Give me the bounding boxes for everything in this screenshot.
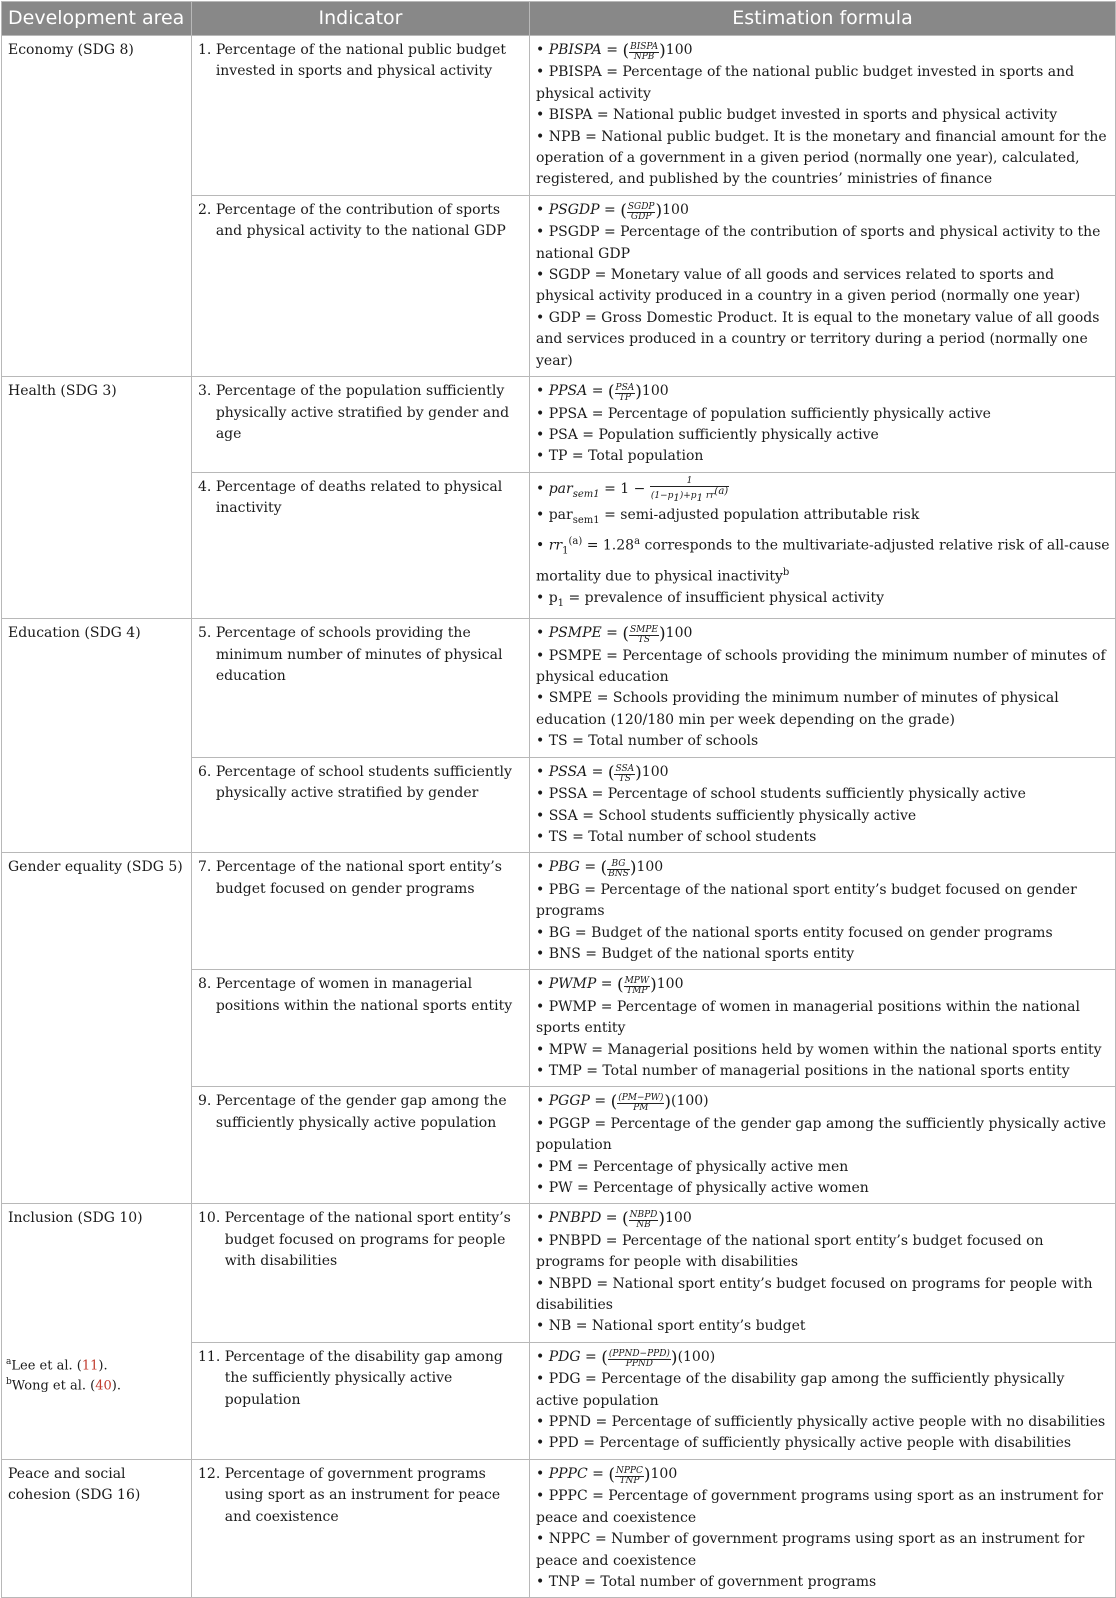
indicator-number: 5.	[198, 625, 216, 642]
indicator-wrap	[198, 857, 523, 900]
footnote-text: Lee et al. (	[11, 1358, 82, 1374]
def-text: •	[536, 537, 549, 554]
formula-lhs: PBISPA	[548, 42, 602, 58]
indicator-number: 12.	[198, 1465, 225, 1482]
fraction-numerator: BG	[607, 860, 630, 870]
def-sub: 1	[562, 545, 569, 557]
header-indicator: Indicator	[192, 2, 530, 36]
formula-line: • PBG = ( $\frac{BG}{\text{BNS}}$ )100	[536, 858, 664, 880]
indicator-wrap	[198, 1347, 523, 1411]
indicator-text: Percentage of deaths related to physical inactivity	[215, 478, 503, 517]
formula-line: • PPSA = ( $\frac{\text{PSA}}{TP}$ )100	[536, 382, 669, 404]
formula-line: • PNBPD = ( $\frac{\text{NBPD}}{NB}$ )100	[536, 1209, 692, 1231]
definition-line: • NB = National sport entity’s budget	[536, 1318, 806, 1335]
definition-line: • NBPD = National sport entity’s budget focused on programs for people with disabilities	[536, 1275, 1093, 1314]
table-row	[2, 1459, 1116, 1597]
formula-lhs: PPSA	[548, 383, 588, 400]
def-sub: sem1	[572, 514, 600, 526]
definition-line: • NPPC = Number of government programs using sport as an instrument for peace and coexistence	[536, 1531, 1085, 1569]
footnote-end: ).	[98, 1358, 108, 1374]
definition-line: • NPB = National public budget. It is the monetary and financial amount for the operation of a government in a given period (normally one year), calculated, registered, and published by the countries’ ministries of finance	[536, 128, 1107, 188]
definition-line: • BISPA = National public budget invested in sports and physical activity	[536, 107, 1058, 124]
indicator-wrap	[198, 1464, 523, 1528]
fraction-denominator: TS	[618, 773, 631, 784]
indicator-number: 10.	[198, 1210, 225, 1227]
development-area-cell: Education (SDG 4)	[2, 619, 192, 853]
definition-line: • SGDP = Monetary value of all goods and services related to sports and physical activity produced in a country in a given period (normally one year)	[536, 267, 1081, 305]
fraction-denominator: NPB	[633, 52, 655, 62]
paren-open: (	[622, 41, 630, 61]
fraction-numerator: (PPND−PPD)	[608, 1348, 670, 1359]
indicator-wrap	[198, 974, 523, 1017]
reference-link[interactable]: 40	[95, 1378, 112, 1394]
formula-fraction	[615, 1467, 644, 1486]
paren-open: (	[616, 975, 624, 996]
formula-cell	[530, 1087, 1116, 1204]
paren-open: (	[622, 624, 629, 645]
formula-line: • par$_{sem1}$ = 1 − $\frac{1}{(1-p_1)+p_1 rr^{(a)}}$	[536, 475, 729, 504]
table-row	[2, 377, 1116, 473]
indicator-wrap	[198, 1208, 523, 1272]
den-part: )+p	[679, 490, 697, 501]
paren-open: (	[608, 1464, 615, 1485]
fraction-denominator: NB	[636, 1220, 651, 1231]
formula-lhs: PSSA	[548, 763, 588, 780]
indicator-number: 1.	[198, 42, 216, 58]
footnote-b	[6, 1373, 121, 1395]
definition-line	[536, 505, 1110, 531]
indicator-text: Percentage of school students sufficiently physically active stratified by gender	[215, 763, 512, 802]
indicator-cell	[192, 472, 530, 619]
definition-line: • PBISPA = Percentage of the national public budget invested in sports and physical activity	[536, 64, 1075, 102]
paren-close: )	[658, 1209, 666, 1230]
fraction-denominator: TNP	[619, 1475, 640, 1486]
paren-close: )	[643, 1464, 651, 1485]
header-estimation-formula: Estimation formula	[530, 2, 1116, 36]
paren-close: )	[664, 1092, 671, 1113]
fraction-denominator: TMP	[626, 986, 648, 997]
formula-fraction	[608, 1350, 671, 1369]
definition-line: • PSA = Population sufficiently physically active	[536, 426, 879, 443]
indicator-number: 7.	[198, 859, 216, 876]
fraction-denominator	[650, 487, 729, 503]
definition-line: • PPD = Percentage of sufficiently physically active people with disabilities	[536, 1435, 1072, 1452]
def-sup: (a)	[568, 536, 583, 548]
fraction-numerator: SGDP	[627, 201, 655, 212]
formula-cell	[530, 377, 1116, 473]
formula-lhs: PGGP	[548, 1093, 590, 1110]
fraction-numerator: SSA	[615, 763, 635, 774]
paren-close: )	[650, 975, 657, 996]
indicator-wrap	[198, 381, 523, 445]
table-row	[2, 619, 1116, 757]
definition-line	[536, 531, 1110, 588]
formula-line: • PDG = ( $\frac{\text{(PPND−PPD)}}{\text{PPND}}$ )(100)	[536, 1347, 716, 1369]
fraction-denominator: BNS	[608, 869, 629, 880]
definition-line: • PBG = Percentage of the national sport entity’s budget focused on gender programs	[536, 881, 1077, 920]
formula-lhs: PBG	[548, 859, 580, 876]
formula-line: • PSSA = ( $\frac{\text{SSA}}{TS}$ )100	[536, 762, 669, 784]
development-area-cell: Gender equality (SDG 5)	[2, 853, 192, 1204]
indicator-wrap	[198, 623, 523, 687]
development-area-cell: Peace and social cohesion (SDG 16)	[2, 1459, 192, 1597]
formula-tail: 100	[636, 859, 664, 876]
den-part: rr	[705, 490, 715, 501]
indicator-text: Percentage of the national sport entity’s budget focused on gender programs	[215, 859, 502, 897]
indicator-number: 8.	[198, 976, 216, 993]
indicator-text: Percentage of the disability gap among the sufficiently physically active population	[224, 1348, 503, 1408]
definition-line: • PDG = Percentage of the disability gap among the sufficiently physically active population	[536, 1371, 1065, 1409]
formula-line: • PBISPA = ( $\frac{\text{BISPA}}{\text{NPB}}$ )100	[536, 41, 693, 62]
indicator-cell	[192, 757, 530, 853]
definition-line: • PW = Percentage of physically active women	[536, 1180, 869, 1196]
fraction-numerator: MPW	[624, 976, 650, 987]
indicator-number: 6.	[198, 763, 216, 780]
formula-lhs-sub: sem1	[572, 488, 600, 500]
definition-line: • MPW = Managerial positions held by women within the national sports entity	[536, 1041, 1102, 1058]
paren-close: )	[659, 41, 666, 61]
def-rr: rr	[548, 537, 563, 554]
formula-lhs: PPPC	[548, 1465, 588, 1482]
indicator-number: 3.	[198, 383, 216, 400]
paren-close: )	[635, 382, 642, 403]
footnote-a	[6, 1353, 108, 1375]
definition-line: • PPSA = Percentage of population sufficiently physically active	[536, 405, 991, 422]
formula-fraction	[615, 384, 636, 403]
indicator-number: 2.	[198, 201, 216, 218]
indicator-cell	[192, 36, 530, 196]
paren-close: )	[635, 762, 642, 783]
definition-line: • BG = Budget of the national sports entity focused on gender programs	[536, 924, 1053, 941]
paren-close: )	[655, 200, 663, 221]
table-row	[2, 36, 1116, 196]
paren-open: (	[610, 1092, 618, 1113]
formula-tail: (100)	[671, 1093, 709, 1110]
indicator-wrap	[198, 40, 523, 83]
definition-line: • BNS = Budget of the national sports entity	[536, 945, 855, 962]
formula-lhs: par	[548, 480, 573, 497]
formula-fraction	[627, 203, 656, 222]
fraction-denominator: PM	[633, 1103, 649, 1114]
den-sup: (a)	[714, 485, 729, 497]
definition-line: • TMP = Total number of managerial positions in the national sports entity	[536, 1062, 1070, 1079]
paren-open: (	[607, 382, 615, 403]
def-sub: 1	[557, 597, 565, 609]
fraction-numerator: BISPA	[630, 42, 659, 52]
def-text: = prevalence of insufficient physical activity	[564, 590, 884, 607]
indicator-wrap	[198, 762, 523, 805]
development-area-cell: Economy (SDG 8)	[2, 36, 192, 377]
indicator-text: Percentage of schools providing the minimum number of minutes of physical education	[215, 625, 503, 685]
header-row	[2, 2, 1116, 36]
formula-line: • PGGP = ( $\frac{(PM-PW)}{PM}$ )(100)	[536, 1092, 709, 1114]
paren-open: (	[600, 858, 608, 879]
formula-line: • PSGDP = ( $\frac{\text{SGDP}}{\text{GDP}}$ )100	[536, 200, 689, 222]
def-text: • par	[536, 506, 573, 523]
fraction-numerator: 1	[650, 477, 729, 487]
formula-lhs: PSGDP	[548, 201, 600, 218]
def-sup: b	[782, 566, 790, 578]
formula-tail: 100	[641, 763, 669, 780]
table-body	[2, 36, 1116, 1598]
formula-cell	[530, 619, 1116, 757]
definition-line: • SMPE = Schools providing the minimum number of minutes of physical education (120/180 min per week depending on the grade)	[536, 690, 1059, 728]
formula-tail: 100	[656, 976, 684, 993]
paren-close: )	[670, 1347, 678, 1368]
formula-fraction	[629, 1211, 659, 1230]
formula-lhs: PWMP	[548, 976, 597, 993]
formula-cell	[530, 1459, 1116, 1597]
formula-fraction	[614, 765, 635, 784]
paren-close: )	[629, 858, 637, 879]
indicator-text: Percentage of the gender gap among the sufficiently physically active population	[215, 1093, 507, 1131]
formula-cell	[530, 472, 1116, 619]
formula-cell	[530, 1342, 1116, 1459]
definition-line: • SSA = School students sufficiently physically active	[536, 807, 917, 824]
indicator-wrap	[198, 477, 523, 520]
indicator-wrap	[198, 200, 523, 243]
fraction-numerator: (PM−PW)	[618, 1093, 664, 1104]
definition-line: • GDP = Gross Domestic Product. It is equal to the monetary value of all goods and services produced in a country or territory during a period (normally one year)	[536, 309, 1100, 369]
def-sup: a	[634, 536, 641, 548]
formula-tail: 100	[665, 625, 693, 642]
formula-tail: 100	[665, 42, 693, 58]
formula-fraction	[629, 43, 659, 62]
definition-line: • PNBPD = Percentage of the national sport entity’s budget focused on programs for people with disabilities	[536, 1232, 1044, 1271]
definition-line: • TNP = Total number of government programs	[536, 1573, 877, 1590]
definition-line: • PSMPE = Percentage of schools providing the minimum number of minutes of physical education	[536, 647, 1106, 686]
formula-cell	[530, 1204, 1116, 1342]
indicator-cell	[192, 1342, 530, 1459]
formula-line: • PSMPE = ( $\frac{\text{SMPE}}{TS}$ )100	[536, 624, 693, 646]
fraction-numerator: PSA	[615, 383, 635, 394]
formula-eq: = 1 −	[599, 480, 650, 497]
indicator-cell	[192, 377, 530, 473]
development-area-cell: Inclusion (SDG 10)	[2, 1204, 192, 1459]
formula-tail: 100	[662, 201, 689, 218]
fraction-numerator: SMPE	[630, 625, 659, 636]
formula-cell	[530, 853, 1116, 970]
indicator-text: Percentage of the national sport entity’s budget focused on programs for people with disabilities	[224, 1210, 511, 1270]
indicator-wrap	[198, 1091, 523, 1134]
reference-link[interactable]: 11	[81, 1358, 99, 1374]
definition-line: • PSSA = Percentage of school students sufficiently physically active	[536, 786, 1026, 803]
formula-lhs: PNBPD	[548, 1210, 602, 1227]
definition-line: • TS = Total number of school students	[536, 828, 817, 845]
definition-line: • TS = Total number of schools	[536, 733, 759, 750]
footnote-text: Wong et al. (	[11, 1378, 96, 1394]
indicator-text: Percentage of the national public budget invested in sports and physical activity	[215, 42, 507, 80]
formula-tail: 100	[665, 1210, 692, 1227]
definition-line	[536, 588, 1110, 614]
table-row	[2, 853, 1116, 970]
definition-line: • PGGP = Percentage of the gender gap among the sufficiently physically active population	[536, 1115, 1107, 1154]
fraction-denominator: PPND	[625, 1358, 653, 1369]
indicator-cell	[192, 970, 530, 1087]
formula-tail: 100	[641, 383, 669, 400]
formula-line: • PWMP = ( $\frac{\text{MPW}}{\text{TMP}}$ )100	[536, 975, 684, 997]
den-part: (1−p	[650, 490, 674, 501]
indicator-cell	[192, 1087, 530, 1204]
definition-line: • TP = Total population	[536, 448, 704, 465]
paren-open: (	[607, 762, 615, 783]
paren-open: (	[601, 1347, 608, 1368]
den-sub: 1	[673, 492, 680, 504]
fraction-denominator: TP	[618, 393, 631, 404]
fraction-denominator: GDP	[630, 211, 652, 222]
indicator-number: 9.	[198, 1093, 216, 1110]
def-text: = semi-adjusted population attributable risk	[599, 506, 920, 523]
formula-line: • PPPC = ( $\frac{\text{NPPC}}{\text{TNP}}$ )100	[536, 1464, 678, 1486]
formula-tail: (100)	[677, 1348, 716, 1365]
indicator-cell	[192, 853, 530, 970]
formula-cell	[530, 36, 1116, 196]
fraction-numerator: NPPC	[615, 1465, 643, 1476]
formula-fraction	[650, 477, 729, 503]
indicator-cell	[192, 1204, 530, 1342]
definition-line: • PM = Percentage of physically active men	[536, 1158, 849, 1175]
development-area-cell: Health (SDG 3)	[2, 377, 192, 619]
formula-cell	[530, 195, 1116, 376]
formula-lhs: PSMPE	[548, 625, 602, 642]
paren-close: )	[659, 624, 666, 645]
formula-fraction	[607, 860, 630, 879]
indicator-text: Percentage of government programs using sport as an instrument for peace and coexistence	[224, 1465, 501, 1525]
def-text: • p	[536, 590, 558, 607]
indicator-cell	[192, 195, 530, 376]
indicator-table	[1, 1, 1116, 1598]
indicator-number: 11.	[198, 1348, 225, 1365]
def-text: = 1.28	[582, 537, 635, 554]
fraction-denominator: TS	[637, 635, 651, 646]
indicator-cell	[192, 619, 530, 757]
indicator-text: Percentage of the population sufficiently physically active stratified by gender and age	[215, 383, 510, 442]
footnote-mark: a	[6, 1357, 12, 1367]
definition-line: • PWMP = Percentage of women in managerial positions within the national sports entity	[536, 998, 1081, 1037]
footnote-end: ).	[111, 1378, 121, 1394]
footnote-mark: b	[6, 1377, 12, 1387]
paren-open: (	[621, 1209, 629, 1230]
definition-line: • PPND = Percentage of sufficiently physically active people with no disabilities	[536, 1414, 1106, 1431]
formula-fraction	[629, 626, 659, 645]
fraction-numerator: NBPD	[629, 1210, 658, 1221]
paren-open: (	[620, 200, 627, 221]
formula-fraction	[624, 977, 651, 996]
formula-tail: 100	[650, 1465, 678, 1482]
indicator-number: 4.	[198, 478, 216, 495]
den-sub: 1	[696, 492, 703, 504]
formula-fraction	[617, 1094, 664, 1113]
def-text: corresponds to the multivariate-adjusted relative risk of all-cause mortality due to physical inactivity	[536, 537, 1110, 585]
header-development-area: Development area	[2, 2, 192, 36]
formula-lhs: PDG	[548, 1348, 581, 1365]
definition-line: • PPPC = Percentage of government programs using sport as an instrument for peace and coexistence	[536, 1488, 1104, 1526]
formula-cell	[530, 970, 1116, 1087]
definition-line: • PSGDP = Percentage of the contribution of sports and physical activity to the national GDP	[536, 224, 1101, 262]
indicator-text: Percentage of the contribution of sports and physical activity to the national GDP	[215, 201, 506, 240]
table-row	[2, 1204, 1116, 1342]
indicator-cell	[192, 1459, 530, 1597]
indicator-text: Percentage of women in managerial positions within the national sports entity	[215, 976, 513, 1014]
formula-cell	[530, 757, 1116, 853]
